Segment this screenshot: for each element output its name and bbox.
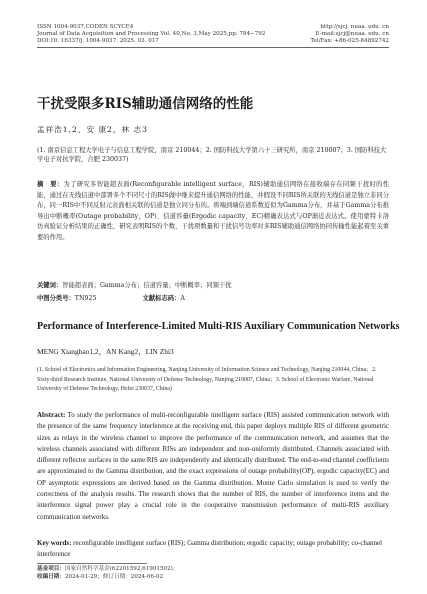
footnote-rule bbox=[37, 563, 147, 564]
abstract-cn-label: 摘 要： bbox=[37, 181, 64, 188]
header-journal-line: Journal of Data Acquisition and Processing Vol. 40,No. 3,May 2025,pp. 784−792 bbox=[37, 31, 266, 37]
dates-line bbox=[37, 574, 389, 582]
keywords-en-text: reconfigurable intelligent surface (RIS); Gamma distribution; ergodic capacity; outage probability; co-channel interference bbox=[37, 539, 383, 559]
doc-code-label: 文献标志码： bbox=[142, 295, 181, 302]
clc-label: 中图分类号： bbox=[37, 295, 75, 302]
header-tel-line: Tel/Fax: +86-025-84892742 bbox=[310, 38, 389, 44]
authors-cn: 孟祥浩1,2，安 康2，林 志3 bbox=[37, 125, 148, 134]
abstract-en bbox=[37, 410, 389, 523]
keywords-en-label: Key words: bbox=[37, 539, 72, 547]
doc-code-value: A bbox=[180, 295, 185, 302]
authors-en: MENG Xianghao1,2，AN Kang2，LIN Zhi3 bbox=[37, 347, 174, 356]
journal-header-right bbox=[310, 24, 389, 45]
title-cn: 干扰受限多RIS辅助通信网络的性能 bbox=[37, 96, 254, 112]
dates-text: 2024-01-29；修订日期：2024-06-02 bbox=[64, 573, 164, 580]
fund-label: 基金项目： bbox=[37, 566, 65, 572]
fund-line bbox=[37, 566, 389, 574]
dates-label: 收稿日期： bbox=[37, 573, 65, 580]
abstract-en-text: To study the performance of multi-reconfigurable intelligent surface (RIS) assisted communication network with the presence of the same frequency interference at the receiving end, this paper deploys multiple RIS of different geometric sizes as relays in the wireless channel to improve the performance of the communication network, and assumes that the wireless channels associated with different RISs are independent and non-uniformly distributed. Channels associated with different reflector surfaces in the same RIS are independently and identically distributed. The end-to-end channel coefficients are approximated to the Gamma distribution, and the exact expressions of outage probability(OP), ergodic capacity(EC) and OP asymptotic expressions are derived based on the Gamma distribution. Monte Carlo simulation is used to verify the correctness of the analysis results. The research shows that the number of RIS, the number of interference items and the interference signal power play a crucial role in the cooperative transmission performance of multi-RIS auxiliary communication networks. bbox=[37, 411, 389, 521]
abstract-en-label: Abstract: bbox=[37, 411, 66, 419]
abstract-cn bbox=[37, 180, 389, 244]
header-email-link[interactable]: E-mail:sjcj@nuaa. edu. cn bbox=[315, 31, 389, 37]
abstract-cn-text: 为了研究多智能超表面(Reconfigurable intelligent surface，RIS)辅助通信网络在接收端存在同频干扰时的性能，通过在无线信道中部署多个不同尺寸的RIS做中继来提升通信网络的性能，并假设不同RIS所关联的无线信道是独立非同分布，同一RIS中不同反射元表面相关联的信道是独立同分布的。将端到端信道系数近似为Gamma分布，并基于Gamma分布推导出中断概率(Outage probability，OP)、信道容量(Ergodic capacity，EC)精确表达式与OP渐近表达式。使用蒙特卡洛仿真验证分析结果的正确性，研究表明RIS的个数、干扰项数量和干扰信号功率对多RIS辅助通信网络协同传输性能起着至关重要的作用。 bbox=[37, 181, 390, 241]
footnote bbox=[37, 566, 389, 581]
title-en: Performance of Interference-Limited Multi-RIS Auxiliary Communication Networks bbox=[37, 321, 400, 332]
keywords-cn-label: 关键词： bbox=[37, 282, 63, 289]
header-url-link[interactable]: http://sjcj. nuaa. edu. cn bbox=[320, 24, 389, 30]
header-issn-line: ISSN 1004-9037,CODEN SCYCE4 bbox=[37, 24, 134, 30]
keywords-en bbox=[37, 538, 389, 561]
affiliation-en: (1. School of Electronics and Information Engineering, Nanjing University of Information Science and Technology, Nanjing 210044, China；2. Sixty-third Research Institute, National University of Defense Technology, Nanjing 210007, China；3. School of Electronic Warfare, National University of Defense Technology, Hefei 230037, China) bbox=[37, 367, 377, 393]
header-doi-line: DOI:10. 16337/j. 1004-9037. 2025. 03. 017 bbox=[37, 38, 159, 44]
fund-text: 国家自然科学基金(62201592,61901502)。 bbox=[64, 566, 179, 572]
classification-row bbox=[37, 293, 389, 302]
clc-value: TN925 bbox=[74, 295, 97, 302]
keywords-cn bbox=[37, 280, 389, 289]
keywords-cn-text: 智能超表面；Gamma分布；信道容量；中断概率；同频干扰 bbox=[62, 282, 232, 289]
journal-header-left bbox=[37, 24, 265, 45]
header-rule bbox=[37, 47, 389, 48]
affiliation-cn: (1. 南京信息工程大学电子与信息工程学院，南京 210044；2. 国防科技大学第六十三研究所，南京 210007；3. 国防科技大学电子对抗学院，合肥 230037) bbox=[37, 147, 387, 163]
